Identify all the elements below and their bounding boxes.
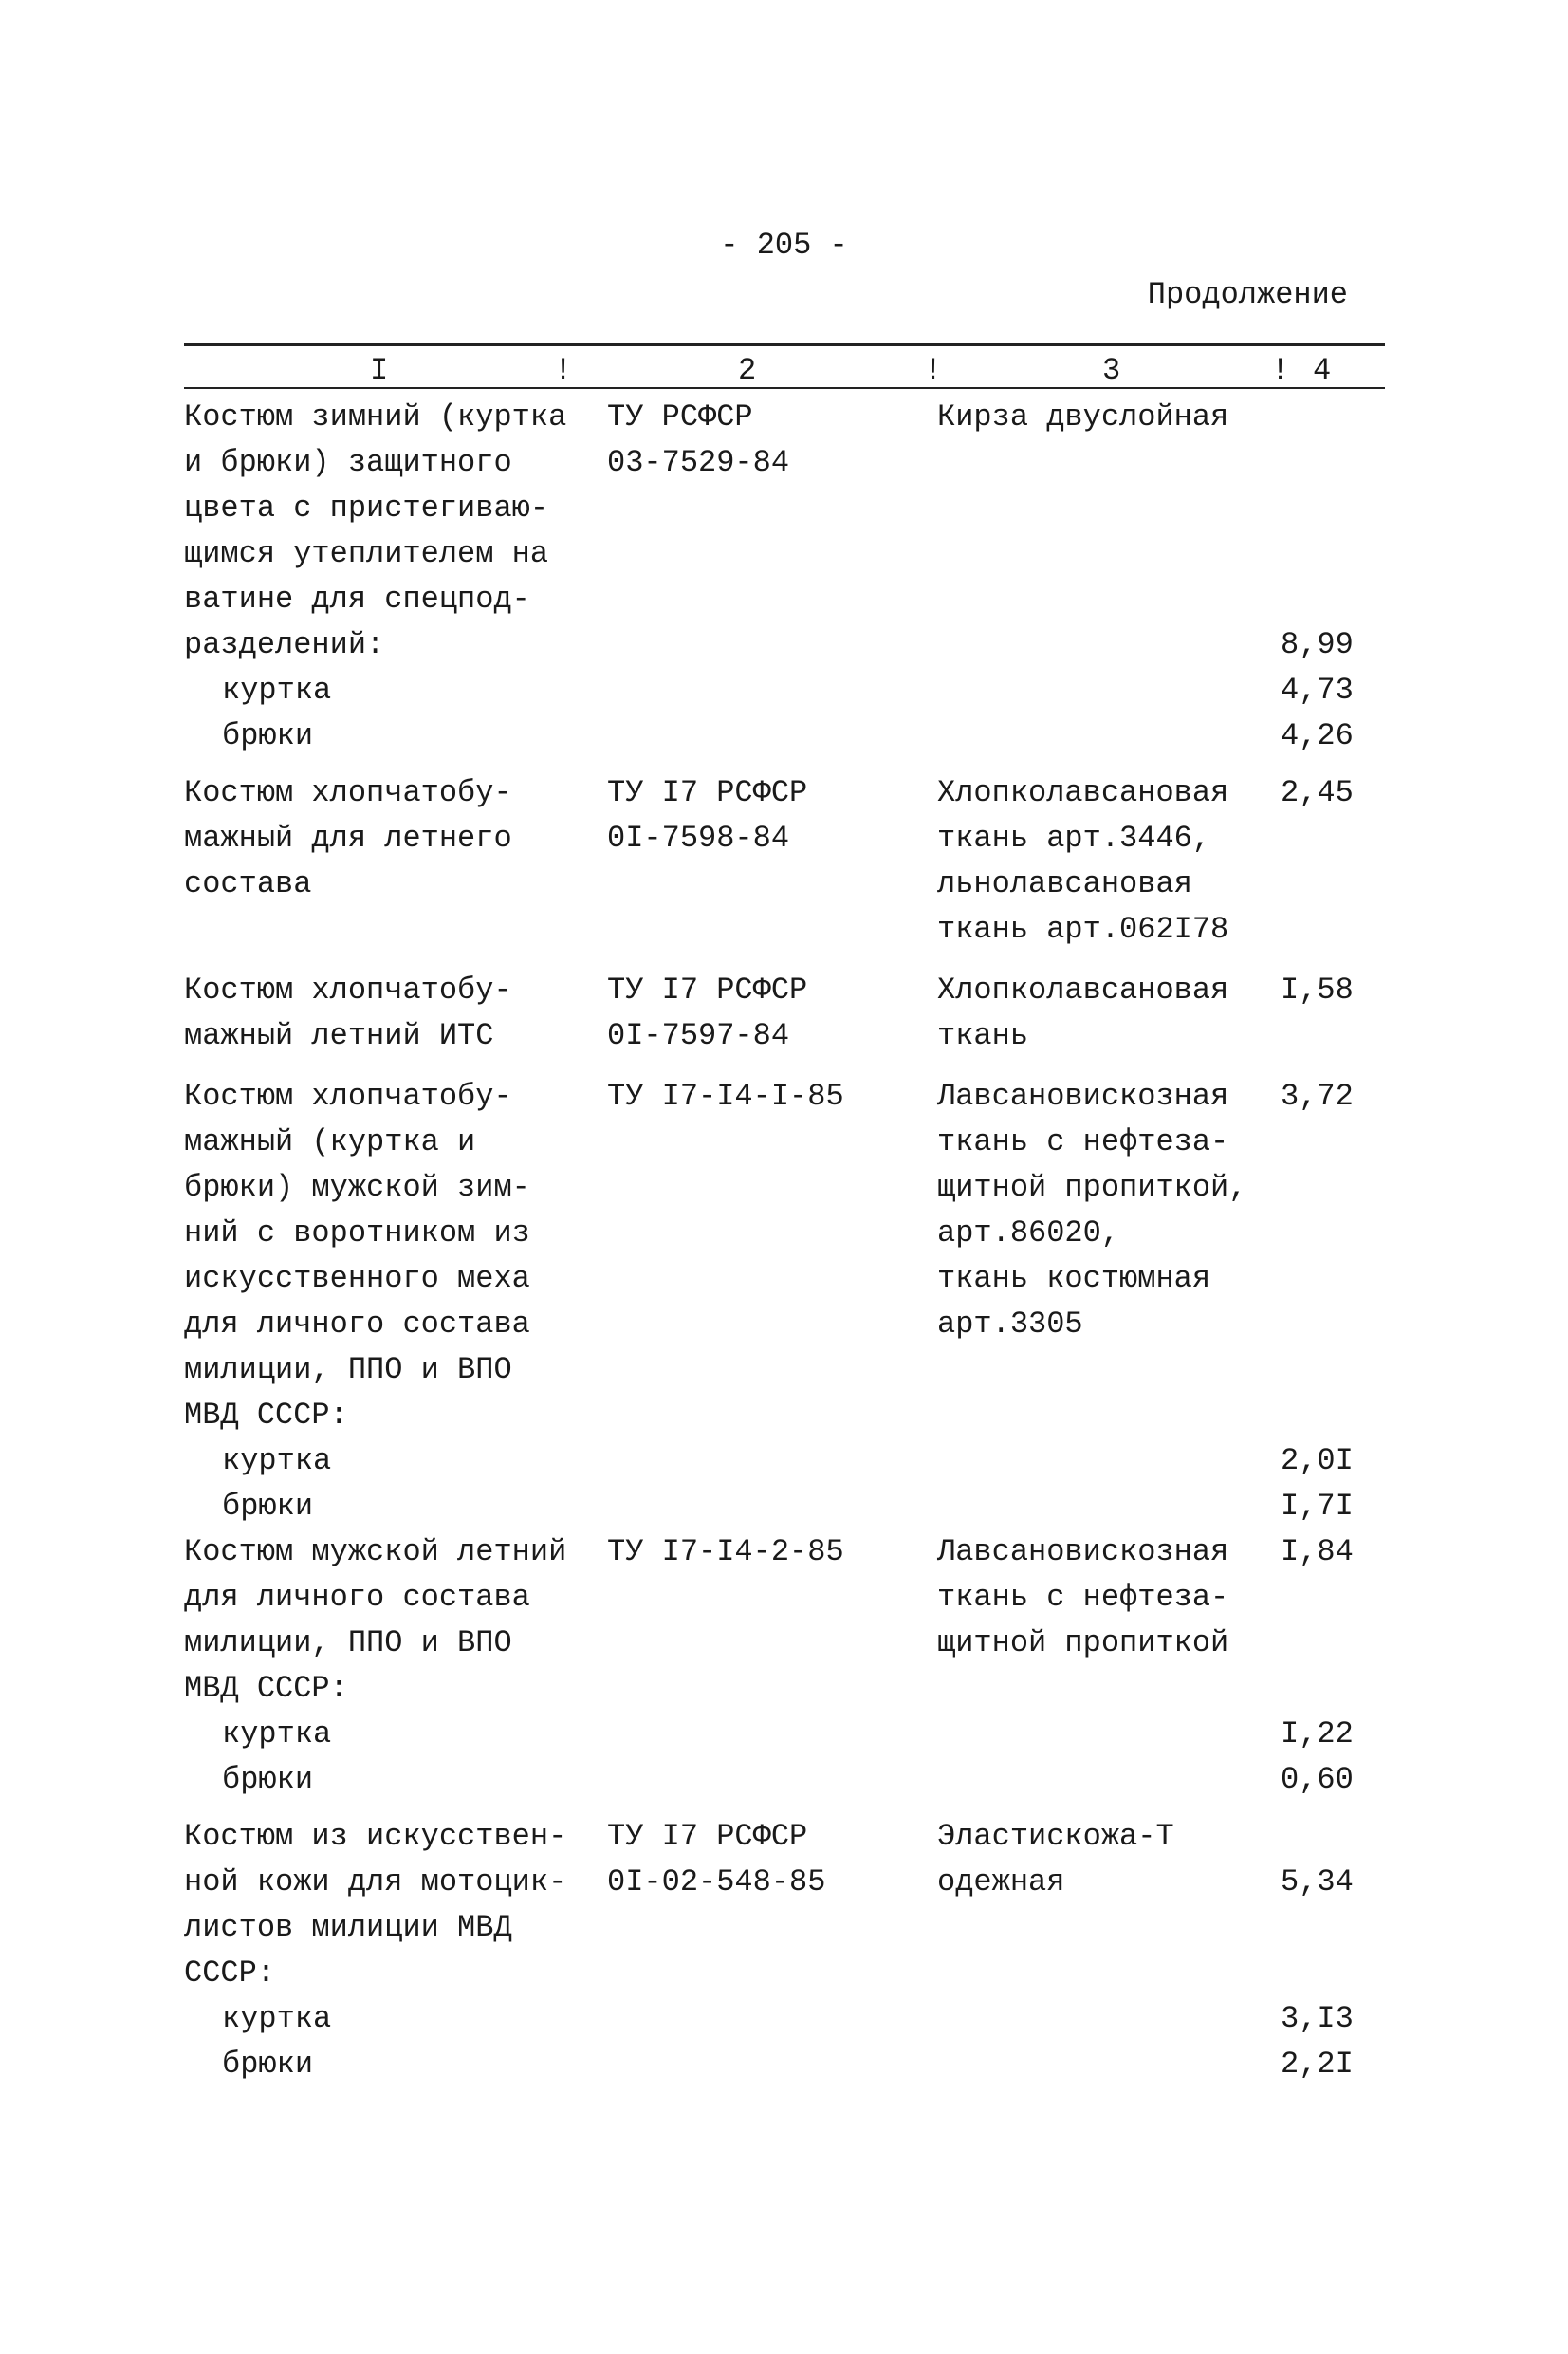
- spec-standard: [607, 1814, 825, 1905]
- text-line: Лавсановискозная: [937, 1534, 1229, 1569]
- text-line: ТУ I7-I4-2-85: [607, 1534, 844, 1569]
- text-line: 0I-7598-84: [607, 821, 790, 856]
- text-line: ткань: [937, 1018, 1029, 1053]
- value-line: [1281, 1814, 1354, 1860]
- spec-standard: [607, 968, 807, 1059]
- column-header-3: 3: [1102, 353, 1121, 388]
- item-name: [184, 1529, 566, 1803]
- text-line: Хлопколавсановая: [937, 973, 1229, 1008]
- value-line: [1281, 1905, 1354, 1951]
- text-line: мажный (куртка и: [184, 1124, 476, 1159]
- value-line: [1281, 1256, 1354, 1302]
- value-line: [1281, 1951, 1354, 1996]
- spec-standard: [607, 1074, 844, 1120]
- value: [1281, 968, 1354, 1013]
- text-line: разделений:: [184, 627, 385, 662]
- sub-item-jacket: куртка: [222, 1716, 332, 1752]
- text-line: состава: [184, 866, 312, 901]
- text-line: мажный для летнего: [184, 821, 512, 856]
- value-line: 2,0I: [1281, 1443, 1354, 1478]
- value: [1281, 1074, 1354, 1529]
- value: [1281, 1814, 1354, 2087]
- value: [1281, 1529, 1354, 1803]
- material: [937, 1074, 1246, 1347]
- text-line: Костюм хлопчатобу-: [184, 1079, 512, 1114]
- text-line: брюки) мужской зим-: [184, 1170, 530, 1205]
- text-line: ТУ РСФСР: [607, 399, 753, 435]
- sub-item-trousers: брюки: [222, 1762, 314, 1797]
- value: [1281, 395, 1354, 759]
- value-line: 5,34: [1281, 1864, 1354, 1900]
- value-line: [1281, 395, 1354, 440]
- value-line: [1281, 1211, 1354, 1256]
- item-name: [184, 1074, 530, 1529]
- text-line: Лавсановискозная: [937, 1079, 1229, 1114]
- text-line: ТУ I7 РСФСР: [607, 1819, 808, 1854]
- item-name: [184, 968, 512, 1059]
- column-header-2: 2: [738, 353, 757, 388]
- spec-standard: [607, 1529, 844, 1575]
- column-separator: !: [554, 353, 573, 388]
- text-line: щитной пропиткой: [937, 1625, 1229, 1660]
- text-line: щимся утеплителем на: [184, 536, 549, 571]
- value-line: 3,72: [1281, 1079, 1354, 1114]
- column-separator: !: [924, 353, 943, 388]
- value-line: [1281, 440, 1354, 486]
- column-header-1: I: [370, 353, 389, 388]
- text-line: Костюм зимний (куртка: [184, 399, 567, 435]
- value-line: [1281, 1666, 1354, 1712]
- value-line: [1281, 1120, 1354, 1165]
- text-line: льнолавсановая: [937, 866, 1192, 901]
- sub-item-jacket: куртка: [222, 673, 332, 708]
- text-line: ТУ I7-I4-I-85: [607, 1079, 844, 1114]
- text-line: и брюки) защитного: [184, 445, 512, 480]
- value-line: I,84: [1281, 1534, 1354, 1569]
- value-line: [1281, 486, 1354, 531]
- text-line: Костюм хлопчатобу-: [184, 775, 512, 810]
- value-line: [1281, 577, 1354, 622]
- text-line: 03-7529-84: [607, 445, 790, 480]
- text-line: Костюм из искусствен-: [184, 1819, 567, 1854]
- text-line: милиции, ППО и ВПО: [184, 1625, 512, 1660]
- value-line: 8,99: [1281, 627, 1354, 662]
- value-line: I,22: [1281, 1716, 1354, 1752]
- text-line: СССР:: [184, 1955, 276, 1991]
- text-line: 0I-7597-84: [607, 1018, 790, 1053]
- value-line: [1281, 1302, 1354, 1347]
- text-line: искусственного меха: [184, 1261, 530, 1296]
- text-line: ткань с нефтеза-: [937, 1580, 1229, 1615]
- text-line: арт.86020,: [937, 1215, 1120, 1251]
- material: [937, 1814, 1174, 1905]
- value-line: [1281, 1347, 1354, 1393]
- text-line: для личного состава: [184, 1307, 530, 1342]
- text-line: листов милиции МВД: [184, 1910, 512, 1945]
- value-line: 4,26: [1281, 718, 1354, 753]
- value-line: [1281, 1621, 1354, 1666]
- text-line: цвета с пристегиваю-: [184, 491, 549, 526]
- value-line: [1281, 1393, 1354, 1438]
- material: [937, 1529, 1228, 1666]
- item-name: [184, 395, 566, 759]
- text-line: ткань арт.062I78: [937, 912, 1229, 947]
- text-line: арт.3305: [937, 1307, 1083, 1342]
- text-line: ватине для спецпод-: [184, 582, 530, 617]
- value-line: 3,I3: [1281, 2001, 1354, 2036]
- text-line: ткань арт.3446,: [937, 821, 1211, 856]
- sub-item-jacket: куртка: [222, 1443, 332, 1478]
- value-line: [1281, 1165, 1354, 1211]
- sub-item-trousers: брюки: [222, 718, 314, 753]
- continuation-label: Продолжение: [1147, 277, 1348, 312]
- sub-item-trousers: брюки: [222, 2047, 314, 2082]
- value: [1281, 770, 1354, 816]
- text-line: Костюм хлопчатобу-: [184, 973, 512, 1008]
- value-line: I,58: [1281, 973, 1354, 1008]
- text-line: ТУ I7 РСФСР: [607, 775, 808, 810]
- text-line: одежная: [937, 1864, 1065, 1900]
- text-line: МВД СССР:: [184, 1671, 348, 1706]
- text-line: 0I-02-548-85: [607, 1864, 826, 1900]
- column-header-4: 4: [1313, 353, 1332, 388]
- sub-item-jacket: куртка: [222, 2001, 332, 2036]
- text-line: щитной пропиткой,: [937, 1170, 1247, 1205]
- header-underline: [184, 387, 1385, 389]
- text-line: Хлопколавсановая: [937, 775, 1229, 810]
- material: [937, 770, 1228, 953]
- text-line: ний с воротником из: [184, 1215, 530, 1251]
- text-line: ТУ I7 РСФСР: [607, 973, 808, 1008]
- value-line: I,7I: [1281, 1489, 1354, 1524]
- text-line: ной кожи для мотоцик-: [184, 1864, 567, 1900]
- value-line: 2,45: [1281, 775, 1354, 810]
- sub-item-trousers: брюки: [222, 1489, 314, 1524]
- text-line: Кирза двуслойная: [937, 399, 1229, 435]
- column-separator: !: [1271, 353, 1290, 388]
- text-line: милиции, ППО и ВПО: [184, 1352, 512, 1387]
- item-name: [184, 770, 512, 907]
- value-line: 0,60: [1281, 1762, 1354, 1797]
- text-line: Эластискожа-Т: [937, 1819, 1174, 1854]
- value-line: 2,2I: [1281, 2047, 1354, 2082]
- item-name: [184, 1814, 566, 2087]
- value-line: 4,73: [1281, 673, 1354, 708]
- value-line: [1281, 1575, 1354, 1621]
- value-line: [1281, 531, 1354, 577]
- material: [937, 395, 1228, 440]
- text-line: Костюм мужской летний: [184, 1534, 567, 1569]
- spec-standard: [607, 395, 789, 486]
- text-line: ткань с нефтеза-: [937, 1124, 1229, 1159]
- text-line: для личного состава: [184, 1580, 530, 1615]
- page-number: - 205 -: [720, 228, 848, 263]
- table-top-rule: [184, 343, 1385, 346]
- text-line: мажный летний ИТС: [184, 1018, 494, 1053]
- spec-standard: [607, 770, 807, 862]
- material: [937, 968, 1228, 1059]
- text-line: ткань костюмная: [937, 1261, 1211, 1296]
- text-line: МВД СССР:: [184, 1398, 348, 1433]
